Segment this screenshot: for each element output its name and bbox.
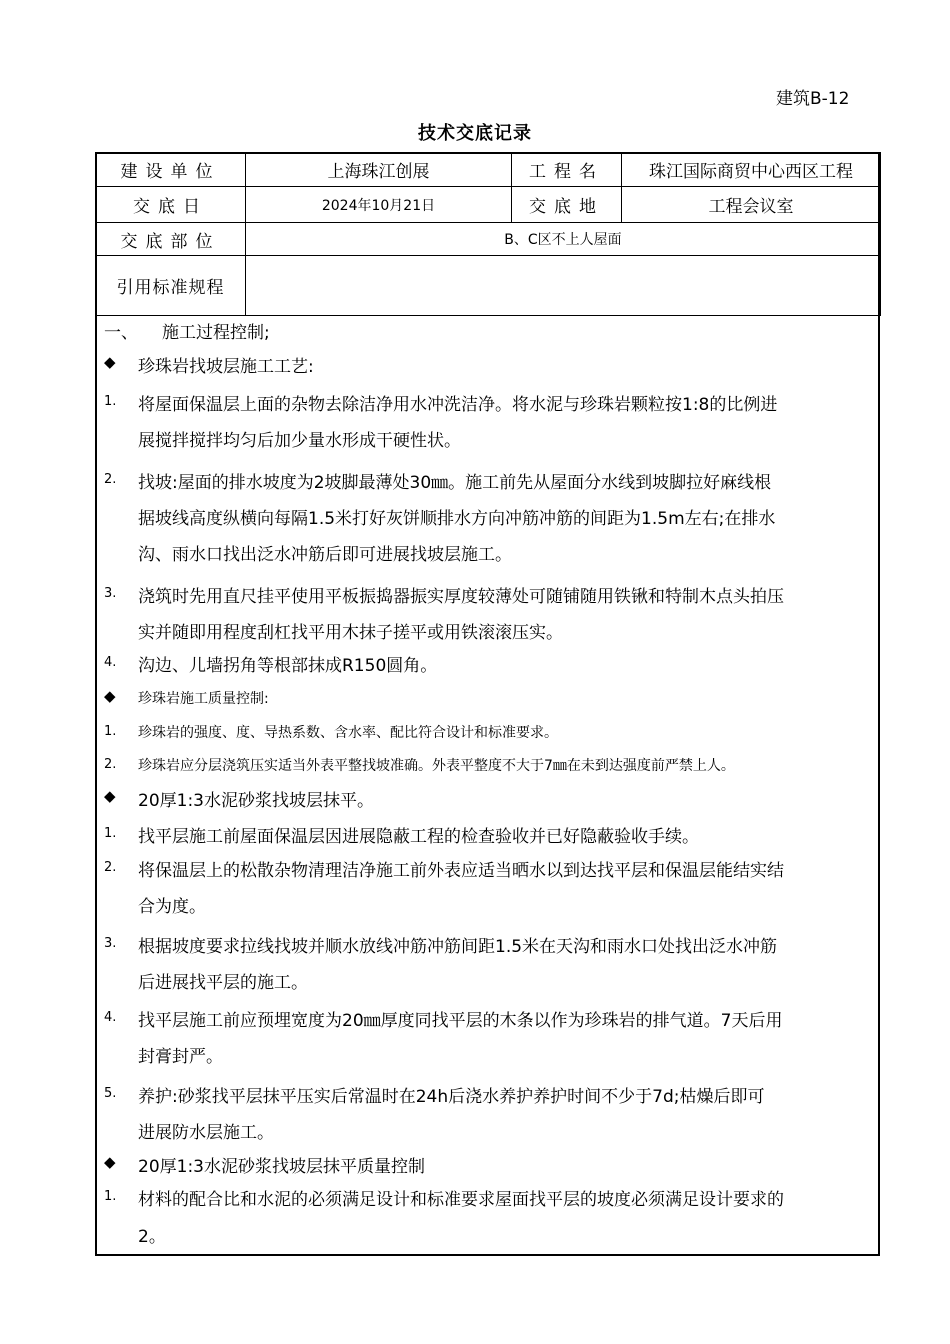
- content-text: 将保温层上的松散杂物清理洁净施工前外表应适当晒水以到达找平层和保温层能结实结: [138, 861, 784, 881]
- bullet-diamond-icon: ◆: [104, 1153, 116, 1171]
- list-number: 2.: [104, 757, 117, 772]
- content-text: 20厚1:3水泥砂浆找坡层抹平。: [138, 791, 374, 811]
- list-number: 1.: [104, 394, 117, 409]
- content-text: 珍珠岩施工质量控制:: [138, 691, 269, 707]
- value-construction-unit: 上海珠江创展: [246, 153, 512, 187]
- list-number: 1.: [104, 1189, 117, 1204]
- value-handover-date: 2024年10月21日: [246, 187, 512, 223]
- list-number: 5.: [104, 1086, 117, 1101]
- list-number: 4.: [104, 655, 117, 670]
- content-text: 进展防水层施工。: [138, 1123, 274, 1143]
- content-text: 找坡:屋面的排水坡度为2坡脚最薄处30㎜。施工前先从屋面分水线到坡脚拉好麻线根: [138, 473, 772, 493]
- content-text: 据坡线高度纵横向每隔1.5米打好灰饼顺排水方向冲筋冲筋的间距为1.5m左右;在排水: [138, 509, 776, 529]
- bullet-diamond-icon: ◆: [104, 353, 116, 371]
- content-text: 实并随即用程度刮杠找平用木抹子搓平或用铁滚滚压实。: [138, 623, 563, 643]
- content-text: 养护:砂浆找平层抹平压实后常温时在24h后浇水养护养护时间不少于7d;枯燥后即可: [138, 1087, 765, 1107]
- content-text: 材料的配合比和水泥的必须满足设计和标准要求屋面找平层的坡度必须满足设计要求的: [138, 1190, 784, 1210]
- value-project-name: 珠江国际商贸中心西区工程: [622, 153, 881, 187]
- value-referenced-standards: [246, 256, 881, 316]
- content-text: 20厚1:3水泥砂浆找坡层抹平质量控制: [138, 1157, 425, 1177]
- info-row-unit: [96, 153, 881, 187]
- label-handover-date: 交底日: [96, 187, 246, 223]
- value-handover-place: 工程会议室: [622, 187, 881, 223]
- list-number: 3.: [104, 936, 117, 951]
- section-heading-text: 施工过程控制;: [162, 323, 270, 343]
- content-text: 浇筑时先用直尺挂平使用平板振捣器振实厚度较薄处可随铺随用铁锹和特制木点头拍压: [138, 587, 784, 607]
- content-text: 后进展找平层的施工。: [138, 973, 308, 993]
- document-title: 技术交底记录: [418, 123, 532, 144]
- list-number: 4.: [104, 1010, 117, 1025]
- info-row-date: [96, 187, 881, 223]
- value-handover-part: B、C区不上人屋面: [246, 223, 881, 256]
- content-text: 2。: [138, 1227, 166, 1247]
- content-text: 珍珠岩找坡层施工工艺:: [138, 357, 314, 377]
- list-number: 3.: [104, 586, 117, 601]
- info-table: [95, 152, 881, 316]
- content-text: 找平层施工前应预埋宽度为20㎜厚度同找平层的木条以作为珍珠岩的排气道。7天后用: [138, 1011, 783, 1031]
- content-text: 根据坡度要求拉线找坡并顺水放线冲筋冲筋间距1.5米在天沟和雨水口处找出泛水冲筋: [138, 937, 778, 957]
- content-text: 沟、雨水口找出泛水冲筋后即可进展找坡层施工。: [138, 545, 512, 565]
- content-text: 封膏封严。: [138, 1047, 223, 1067]
- list-number: 1.: [104, 724, 117, 739]
- info-row-standard: [96, 256, 881, 316]
- content-text: 找平层施工前屋面保温层因进展隐蔽工程的检查验收并已好隐蔽验收手续。: [138, 827, 699, 847]
- list-number: 2.: [104, 472, 117, 487]
- content-text: 将屋面保温层上面的杂物去除洁净用水冲洗洁净。将水泥与珍珠岩颗粒按1:8的比例进: [138, 395, 778, 415]
- content-text: 沟边、儿墙拐角等根部抹成R150圆角。: [138, 656, 438, 676]
- list-number: 1.: [104, 826, 117, 841]
- bullet-diamond-icon: ◆: [104, 687, 116, 705]
- label-handover-place: 交底地: [512, 187, 622, 223]
- document-code: 建筑B-12: [776, 89, 850, 109]
- label-referenced-standards: 引用标准规程: [96, 256, 246, 316]
- content-text: 珍珠岩的强度、度、导热系数、含水率、配比符合设计和标准要求。: [138, 725, 558, 741]
- section-number: 一、: [104, 323, 138, 343]
- content-text: 合为度。: [138, 897, 206, 917]
- info-row-part: [96, 223, 881, 256]
- label-project-name: 工程名: [512, 153, 622, 187]
- label-construction-unit: 建设单位: [96, 153, 246, 187]
- list-number: 2.: [104, 860, 117, 875]
- bullet-diamond-icon: ◆: [104, 787, 116, 805]
- content-text: 珍珠岩应分层浇筑压实适当外表平整找坡准确。外表平整度不大于7㎜在未到达强度前严禁上人。: [138, 758, 735, 774]
- label-handover-part: 交底部位: [96, 223, 246, 256]
- content-text: 展搅拌搅拌均匀后加少量水形成干硬性状。: [138, 431, 461, 451]
